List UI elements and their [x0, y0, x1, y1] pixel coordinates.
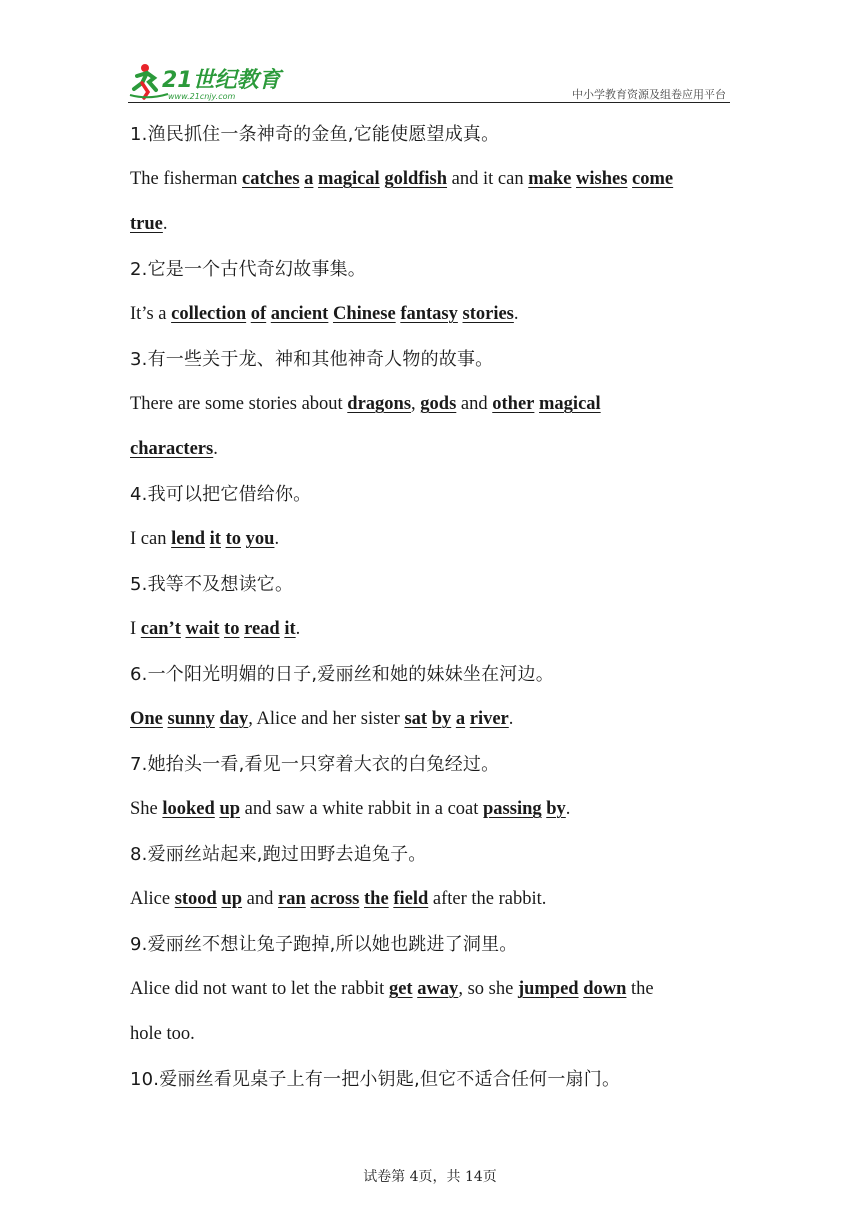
sentence-text: Alice did not want to let the rabbit	[130, 979, 389, 999]
sentence-text: and	[242, 889, 279, 909]
sentence-text: the	[626, 979, 654, 999]
sentence-text: I can	[130, 529, 172, 549]
answer-word: looked	[162, 799, 215, 819]
chinese-sentence: 6.一个阳光明媚的日子,爱丽丝和她的妹妹坐在河边。	[130, 664, 554, 685]
answer-word: read	[244, 619, 280, 639]
sentence-text: Alice	[130, 889, 175, 909]
sentence-text: .	[513, 304, 519, 324]
answer-word: by	[546, 799, 566, 819]
answer-word: dragons	[347, 394, 412, 414]
platform-name: 中小学教育资源及组卷应用平台	[572, 88, 726, 101]
answer-word: stories	[462, 304, 514, 324]
answer-word: get	[388, 979, 413, 999]
chinese-sentence: 8.爱丽丝站起来,跑过田野去追兔子。	[130, 844, 427, 865]
sentence-text: .	[295, 619, 301, 639]
sentence-text: I	[130, 619, 141, 639]
answer-word: One	[130, 709, 163, 729]
answer-word: it	[284, 619, 296, 639]
english-translation-line	[130, 382, 730, 427]
sentence-text: hole too.	[130, 1024, 195, 1044]
sentence-text: She	[130, 799, 163, 819]
answer-word: come	[632, 169, 674, 189]
page-header	[128, 60, 730, 104]
sentence-text: .	[274, 529, 280, 549]
sentence-text: and	[456, 394, 493, 414]
answer-word: of	[250, 304, 267, 324]
english-translation-line	[130, 1012, 730, 1057]
sentence-text: , Alice and her sister	[248, 709, 405, 729]
answer-word: jumped	[517, 979, 579, 999]
answer-word: fantasy	[400, 304, 458, 324]
answer-word: field	[393, 889, 429, 909]
answer-word: passing	[483, 799, 542, 819]
answer-word: ran	[278, 889, 306, 909]
english-translation-line	[130, 427, 730, 472]
english-translation-line	[130, 292, 730, 337]
answer-word: across	[310, 889, 360, 909]
answer-word: magical	[539, 394, 601, 414]
chinese-sentence: 7.她抬头一看,看见一只穿着大衣的白兔经过。	[130, 754, 500, 775]
answer-word: the	[364, 889, 389, 909]
chinese-sentence: 9.爱丽丝不想让兔子跑掉,所以她也跳进了洞里。	[130, 934, 518, 955]
answer-word: up	[221, 889, 243, 909]
logo-url-text: www.21cnjy.com	[168, 92, 236, 101]
answer-word: wait	[185, 619, 220, 639]
answer-word: other	[492, 394, 535, 414]
chinese-sentence: 5.我等不及想读它。	[130, 574, 294, 595]
english-translation-line	[130, 157, 730, 202]
english-translation-line	[130, 607, 730, 652]
page-footer: 试卷第 4页，共 14页	[363, 1169, 497, 1185]
answer-word: stood	[174, 889, 217, 909]
answer-word: by	[431, 709, 452, 729]
answer-word: ancient	[270, 304, 329, 324]
chinese-sentence: 10.爱丽丝看见桌子上有一把小钥匙,但它不适合任何一扇门。	[130, 1069, 621, 1090]
answer-word: goldfish	[384, 169, 448, 189]
answer-word: away	[417, 979, 459, 999]
answer-word: collection	[171, 304, 247, 324]
answer-word: true	[130, 214, 163, 234]
logo-main-text: 21世纪教育	[162, 68, 281, 93]
answer-word: day	[219, 709, 249, 729]
english-translation-line	[130, 877, 730, 922]
sentence-text: and it can	[447, 169, 529, 189]
answer-word: catches	[242, 169, 300, 189]
answer-word: wishes	[576, 169, 628, 189]
answer-word: lend	[171, 529, 206, 549]
answer-word: down	[583, 979, 627, 999]
sentence-text: .	[162, 214, 168, 234]
sentence-text: , so she	[458, 979, 518, 999]
answer-word: characters	[130, 439, 214, 459]
english-translation-line	[130, 967, 730, 1012]
answer-word: river	[469, 709, 509, 729]
answer-word: can’t	[140, 619, 181, 639]
sentence-text: The fisherman	[130, 169, 242, 189]
sentence-text: ,	[411, 394, 421, 414]
chinese-sentence: 1.渔民抓住一条神奇的金鱼,它能使愿望成真。	[130, 124, 500, 145]
answer-word: gods	[420, 394, 457, 414]
header-divider	[128, 102, 730, 103]
sentence-text: There are some stories about	[130, 394, 348, 414]
logo	[128, 62, 281, 102]
answer-word: it	[209, 529, 221, 549]
answer-word: a	[304, 169, 314, 189]
sentence-text: .	[565, 799, 571, 819]
answer-word: sat	[404, 709, 428, 729]
answer-word: magical	[318, 169, 380, 189]
answer-word: you	[245, 529, 275, 549]
exercise-list	[130, 112, 730, 1102]
sentence-text: after the rabbit.	[428, 889, 547, 909]
english-translation-line	[130, 787, 730, 832]
english-translation-line	[130, 517, 730, 562]
sentence-text: It’s a	[130, 304, 172, 324]
answer-word: sunny	[167, 709, 215, 729]
answer-word: Chinese	[332, 304, 396, 324]
english-translation-line	[130, 202, 730, 247]
sentence-text: .	[508, 709, 514, 729]
logo-runner-icon	[128, 62, 281, 102]
sentence-text: .	[213, 439, 218, 459]
sentence-text: and saw a white rabbit in a coat	[240, 799, 483, 819]
answer-word: make	[528, 169, 572, 189]
chinese-sentence: 4.我可以把它借给你。	[130, 484, 312, 505]
answer-word: to	[225, 529, 242, 549]
answer-word: up	[219, 799, 241, 819]
chinese-sentence: 3.有一些关于龙、神和其他神奇人物的故事。	[130, 349, 494, 370]
answer-word: to	[224, 619, 240, 639]
answer-word: a	[455, 709, 466, 729]
english-translation-line	[130, 697, 730, 742]
chinese-sentence: 2.它是一个古代奇幻故事集。	[130, 259, 366, 280]
